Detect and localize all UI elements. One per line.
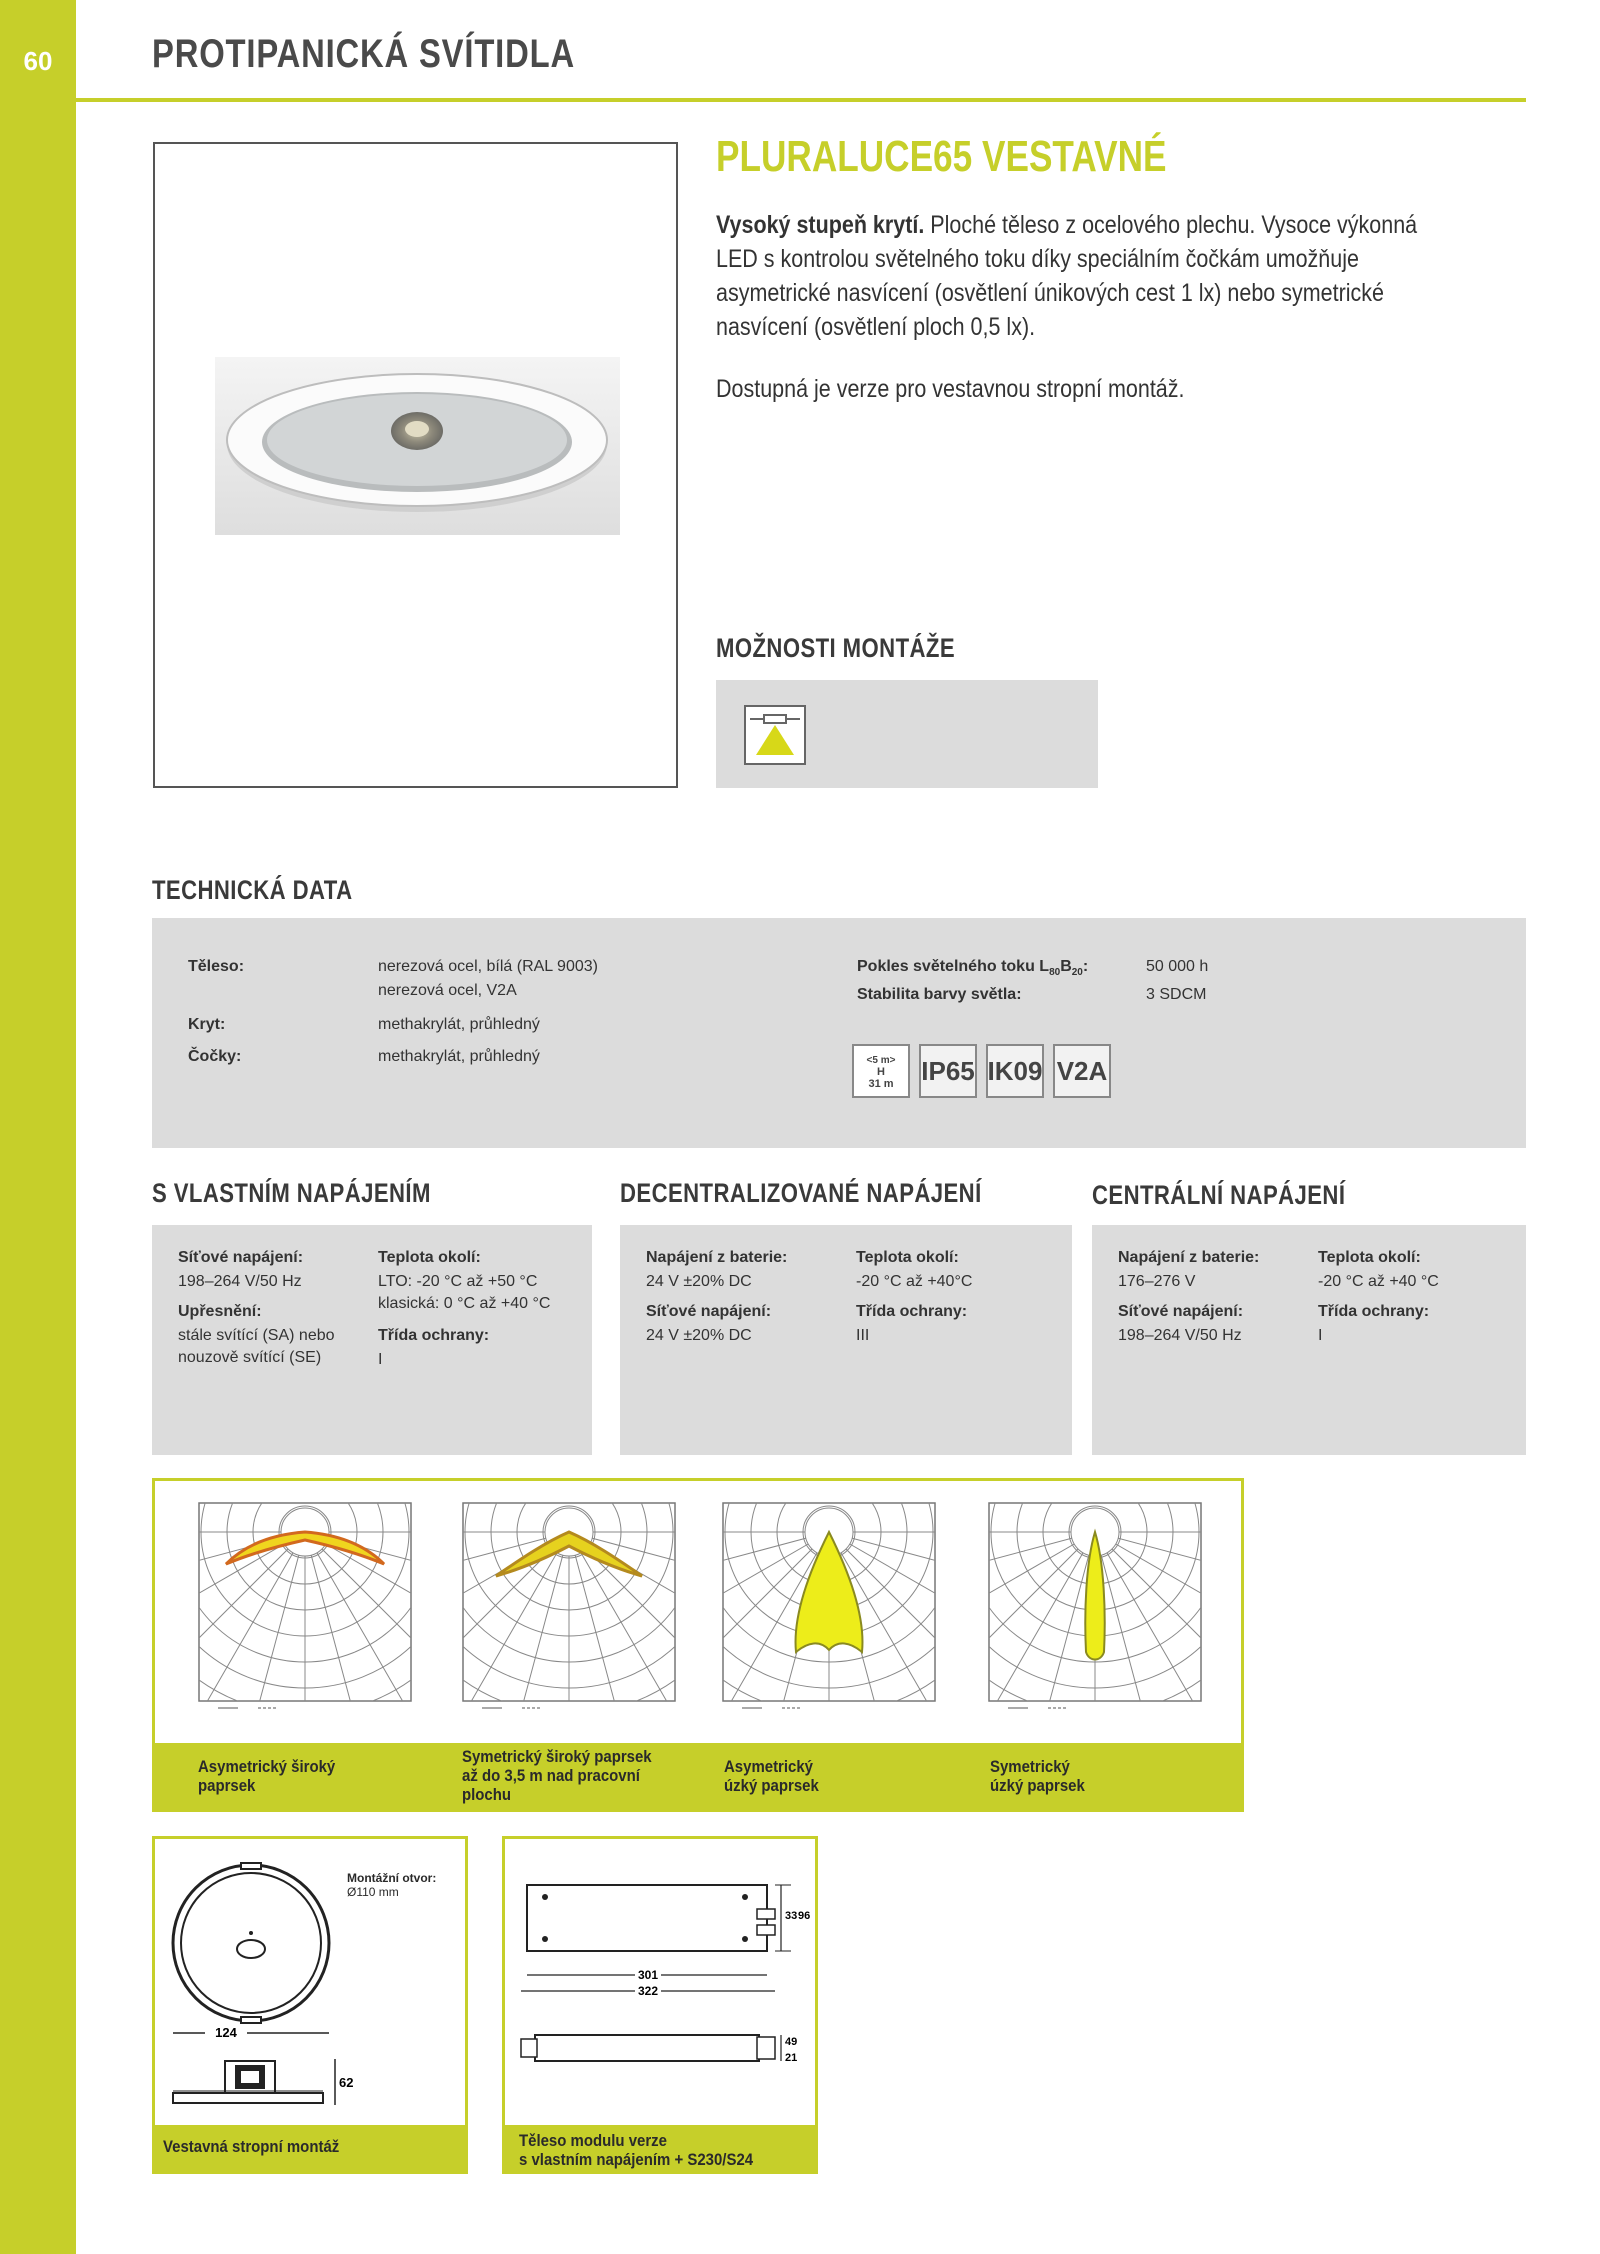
mounting-hole-note-value: Ø110 mm [347,1885,399,1899]
left-accent-band [0,0,76,2254]
dim-width-label: 124 [215,2025,237,2040]
power-self-spec-label: Upřesnění: [178,1303,262,1320]
power-decentral-class-label: Třída ochrany: [856,1303,968,1320]
power-central-class-value: I [1318,1327,1323,1344]
lens-value: methakrylát, průhledný [378,1048,540,1065]
description-text: Ploché těleso z ocelového plechu. Vysoce výkonná LED s kontrolou světelného toku díky speciálním čočkám umožňuje asymetrické nasvícení (osvětlení únikových cest 1 lx) nebo symetrické nasvícení (osvětlení ploch 0,5 lx). [716,211,1418,341]
drawing-module-panel [502,1836,818,2174]
drawing-module-caption: Těleso modulu verze s vlastním napájením + S230/S24 [519,2131,754,2169]
drawing-recessed-caption: Vestavná stropní montáž [163,2137,340,2156]
power-self-mains-label: Síťové napájení: [178,1249,304,1266]
power-self-mains-value: 198–264 V/50 Hz [178,1273,302,1290]
page-number: 60 [23,46,53,76]
product-image-frame [153,142,678,788]
polar-diagram-sym-narrow [988,1502,1202,1714]
dim-21-label: 21 [785,2052,798,2064]
ik-rating-badge: IK09 [986,1044,1044,1098]
power-self-title: S VLASTNÍM NAPÁJENÍM [152,1178,431,1208]
description-lead: Vysoký stupeň krytí. [716,211,925,239]
flux-value: 50 000 h [1146,958,1209,975]
technical-data-panel [152,918,1526,1148]
color-stability-value: 3 SDCM [1146,986,1207,1003]
mounting-height-badge [852,1044,910,1098]
power-decentral-mains-value: 24 V ±20% DC [646,1327,752,1344]
technical-data-title: TECHNICKÁ DATA [152,875,353,905]
polar-diagram-asym-narrow [722,1502,936,1714]
power-decentral-title: DECENTRALIZOVANÉ NAPÁJENÍ [620,1178,982,1208]
power-decentral-battery-value: 24 V ±20% DC [646,1273,752,1290]
product-description [716,208,1421,344]
product-title: PLURALUCE65 VESTAVNÉ [716,132,1167,181]
power-decentral-temp-label: Teplota okolí: [856,1249,959,1266]
body-value-1: nerezová ocel, bílá (RAL 9003) [378,958,598,975]
photometric-caption-3: Asymetrický úzký paprsek [724,1757,819,1795]
recessed-drawing [155,1839,465,2125]
badge-height-h: H [877,1065,885,1078]
flux-label-a: Pokles světelného toku L [857,958,1050,975]
dim-301-label: 301 [637,1968,659,1982]
badge-height-top: <5 m> [866,1054,896,1066]
power-self-temp-label: Teplota okolí: [378,1249,481,1266]
power-self-class-label: Třída ochrany: [378,1327,490,1344]
body-label: Těleso: [188,958,245,975]
dim-height-label: 62 [339,2075,354,2090]
photometric-caption-1: Asymetrický široký paprsek [198,1757,336,1795]
dim-49-label: 49 [785,2036,798,2048]
color-stability-label: Stabilita barvy světla: [857,986,1022,1003]
dim-322-label: 322 [637,1984,659,1998]
power-decentral-battery-label: Napájení z baterie: [646,1249,788,1266]
header-rule [76,98,1526,102]
photometric-caption-2: Symetrický široký paprsek až do 3,5 m nad pracovní plochu [462,1747,652,1804]
cover-label: Kryt: [188,1016,226,1033]
ip-rating-badge: IP65 [919,1044,977,1098]
flux-sub-2: 20 [1071,967,1083,979]
power-central-title: CENTRÁLNÍ NAPÁJENÍ [1092,1180,1346,1210]
lens-label: Čočky: [188,1048,242,1065]
mounting-hole-note-label: Montážní otvor: [347,1871,437,1885]
power-self-temp-value: LTO: -20 °C až +50 °C klasická: 0 °C až +40 °C [378,1273,551,1312]
power-self-spec-value: stále svítící (SA) nebo nouzově svítící (SE) [178,1327,335,1366]
dim-33-label: 33 [785,1910,798,1922]
module-drawing [505,1839,815,2125]
flux-label-b: B [1060,958,1072,975]
power-decentral-temp-value: -20 °C až +40°C [856,1273,973,1290]
power-central-temp-label: Teplota okolí: [1318,1249,1421,1266]
power-central-class-label: Třída ochrany: [1318,1303,1430,1320]
badge-height-value: 31 m [868,1077,894,1090]
cover-value: methakrylát, průhledný [378,1016,540,1033]
power-central-mains-label: Síťové napájení: [1118,1303,1244,1320]
product-photo [155,144,676,786]
power-self-panel [152,1225,592,1455]
ceiling-recessed-icon [744,705,806,765]
photometric-caption-4: Symetrický úzký paprsek [990,1757,1085,1795]
flux-label-c: : [1082,958,1089,975]
flux-label [857,956,1088,984]
page-header-title: PROTIPANICKÁ SVÍTIDLA [152,32,575,76]
material-badge: V2A [1053,1044,1111,1098]
power-central-battery-label: Napájení z baterie: [1118,1249,1260,1266]
mounting-title: MOŽNOSTI MONTÁŽE [716,633,956,663]
power-decentral-panel [620,1225,1072,1455]
power-self-class-value: I [378,1351,383,1368]
power-central-panel [1092,1225,1526,1455]
power-decentral-class-value: III [856,1327,870,1344]
power-decentral-mains-label: Síťové napájení: [646,1303,772,1320]
product-availability: Dostupná je verze pro vestavnou stropní montáž. [716,375,1185,403]
power-central-mains-value: 198–264 V/50 Hz [1118,1327,1242,1344]
body-value-2: nerezová ocel, V2A [378,982,517,999]
polar-diagram-sym-wide [462,1502,676,1714]
drawing-recessed-panel [152,1836,468,2174]
power-central-temp-value: -20 °C až +40 °C [1318,1273,1439,1290]
power-central-battery-value: 176–276 V [1118,1273,1196,1290]
polar-diagram-asym-wide [198,1502,412,1714]
dim-96-label: 96 [798,1910,811,1922]
flux-sub-1: 80 [1049,967,1061,979]
